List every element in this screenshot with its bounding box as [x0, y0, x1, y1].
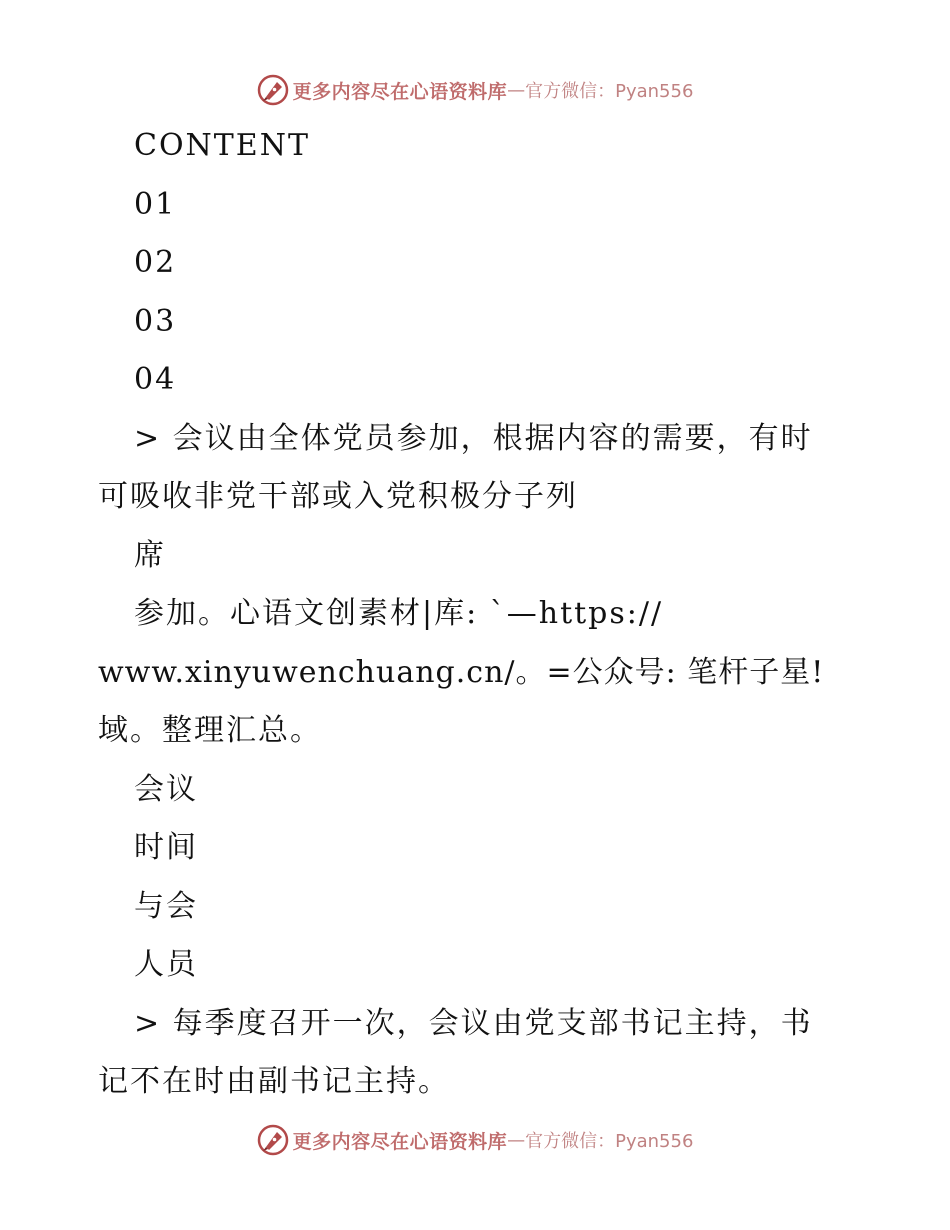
- paragraph-line: > 会议由全体党员参加，根据内容的需要，有时: [134, 421, 813, 456]
- watermark-main-text: 更多内容尽在心语资料库: [292, 1130, 508, 1153]
- section-number-04: 04: [134, 362, 177, 397]
- attendees-label: 与会: [134, 889, 198, 924]
- paragraph-line: 记不在时由副书记主持。: [98, 1064, 450, 1099]
- personnel-label: 人员: [134, 947, 198, 982]
- paragraph-line: 域。整理汇总。: [98, 713, 322, 748]
- paragraph-line: www.xinyuwenchuang.cn/。=公众号: 笔杆子星!: [98, 655, 825, 690]
- watermark-account-text: 官方微信：Pyan556: [525, 1131, 694, 1152]
- meeting-label: 会议: [134, 772, 198, 807]
- section-number-03: 03: [134, 304, 177, 339]
- watermark-account-text: 官方微信：Pyan556: [525, 81, 694, 102]
- content-heading: CONTENT: [134, 128, 310, 163]
- paragraph-line: 可吸收非党干部或入党积极分子列: [98, 479, 578, 514]
- watermark-main-text: 更多内容尽在心语资料库: [292, 80, 508, 103]
- paragraph-line: 参加。心语文创素材|库: `—https://: [134, 596, 664, 631]
- header-watermark: [0, 72, 950, 108]
- footer-watermark: [0, 1122, 950, 1158]
- paragraph-line: > 每季度召开一次，会议由党支部书记主持，书: [134, 1006, 813, 1041]
- watermark-separator: —: [507, 79, 526, 101]
- section-number-02: 02: [134, 245, 177, 280]
- paragraph-line: 席: [134, 538, 166, 573]
- pen-nib-logo-icon: [257, 1124, 289, 1156]
- section-number-01: 01: [134, 187, 177, 222]
- pen-nib-logo-icon: [257, 74, 289, 106]
- time-label: 时间: [134, 830, 198, 865]
- watermark-separator: —: [507, 1129, 526, 1151]
